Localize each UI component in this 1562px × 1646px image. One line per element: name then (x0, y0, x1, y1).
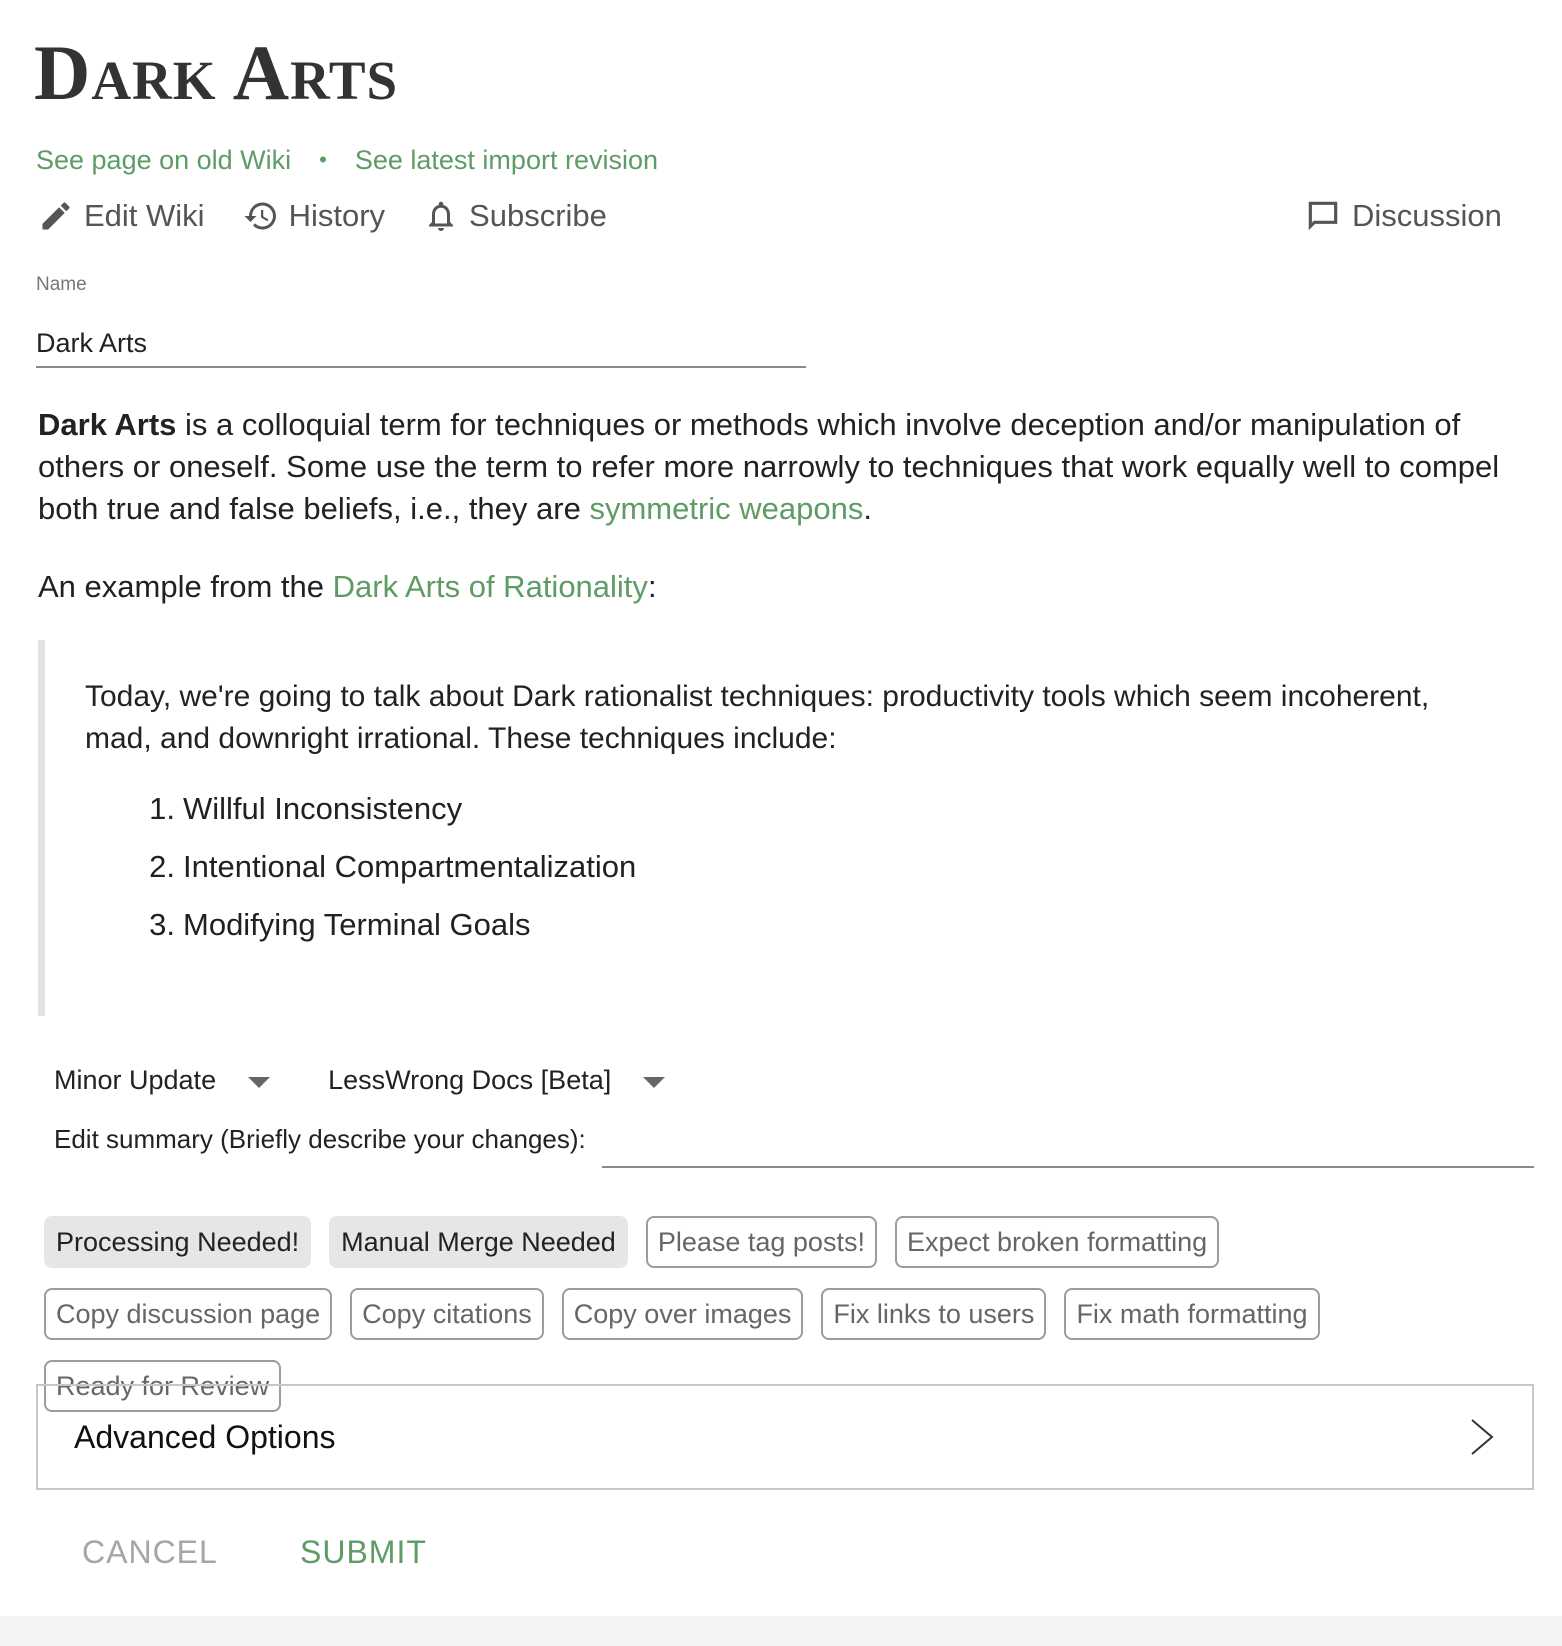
intro-text: is a colloquial term for techniques or methods which involve deception and/or manipulation of others or oneself. Some use the term to refer more narrowly to techniques that work equally well to compel both true and false beliefs, i.e., they are (38, 407, 1500, 526)
example-end: : (647, 569, 657, 604)
edit-wiki-label: Edit Wiki (84, 198, 205, 233)
editor-selects (54, 1058, 665, 1102)
quote-text: Today, we're going to talk about Dark rationalist techniques: productivity tools which seem incoherent, mad, and downright irrational. These techniques include: (85, 680, 1430, 755)
list-item (141, 904, 636, 962)
tag-fix-links-to-users[interactable]: Fix links to users (821, 1288, 1046, 1340)
edit-summary-input[interactable] (602, 1118, 1534, 1168)
tag-copy-citations[interactable]: Copy citations (350, 1288, 544, 1340)
tag-processing-needed[interactable]: Processing Needed! (44, 1216, 311, 1268)
blockquote (38, 640, 1478, 1016)
history-label: History (288, 198, 386, 233)
footer-band (0, 1616, 1562, 1646)
submit-button[interactable]: SUBMIT (300, 1534, 427, 1570)
advanced-options-label: Advanced Options (74, 1418, 336, 1455)
link-separator: • (319, 147, 327, 172)
edit-wiki-button[interactable] (38, 198, 205, 234)
import-revision-link[interactable]: See latest import revision (354, 144, 658, 175)
history-icon (243, 198, 279, 234)
list-number: 1. (149, 791, 175, 826)
term-bold: Dark Arts (38, 407, 177, 442)
name-input[interactable] (36, 310, 806, 368)
tag-copy-discussion-page[interactable]: Copy discussion page (44, 1288, 332, 1340)
chevron-right-icon (1466, 1417, 1496, 1457)
page-actions (38, 192, 645, 240)
list-item (141, 788, 636, 846)
old-wiki-link[interactable]: See page on old Wiki (36, 144, 292, 175)
name-label: Name (36, 274, 87, 295)
tag-manual-merge-needed[interactable]: Manual Merge Needed (329, 1216, 628, 1268)
tag-copy-over-images[interactable]: Copy over images (562, 1288, 804, 1340)
list-number: 2. (149, 849, 175, 884)
wiki-links (36, 142, 658, 178)
editor-type-select[interactable] (328, 1065, 665, 1096)
chevron-down-icon (643, 1077, 665, 1088)
history-button[interactable] (243, 198, 385, 234)
update-type-value: Minor Update (54, 1064, 217, 1095)
update-type-select[interactable] (54, 1065, 270, 1096)
tag-please-tag-posts[interactable]: Please tag posts! (646, 1216, 877, 1268)
intro-end: . (863, 491, 872, 526)
tag-list (44, 1216, 1514, 1412)
example-text: An example from the (38, 569, 333, 604)
subscribe-label: Subscribe (469, 198, 607, 233)
discussion-button[interactable] (1304, 192, 1502, 240)
list-text: Modifying Terminal Goals (183, 907, 531, 942)
edit-summary-label: Edit summary (Briefly describe your changes): (54, 1124, 586, 1154)
tag-ready-for-review[interactable]: Ready for Review (44, 1360, 281, 1412)
tag-expect-broken-formatting[interactable]: Expect broken formatting (895, 1216, 1219, 1268)
pencil-icon (38, 198, 74, 234)
editor-type-value: LessWrong Docs [Beta] (328, 1064, 612, 1095)
page-title: Dark Arts (34, 29, 399, 116)
advanced-options-toggle[interactable] (36, 1384, 1534, 1490)
example-paragraph (38, 566, 657, 608)
discussion-label: Discussion (1352, 198, 1502, 233)
chevron-down-icon (248, 1077, 270, 1088)
list-item (141, 846, 636, 904)
bell-icon (423, 198, 459, 234)
dark-arts-of-rationality-link[interactable]: Dark Arts of Rationality (332, 569, 648, 604)
list-number: 3. (149, 907, 175, 942)
intro-paragraph (38, 404, 1538, 530)
tag-fix-math-formatting[interactable]: Fix math formatting (1064, 1288, 1319, 1340)
subscribe-button[interactable] (423, 198, 607, 234)
list-text: Willful Inconsistency (183, 791, 463, 826)
symmetric-weapons-link[interactable]: symmetric weapons (589, 491, 864, 526)
quote-list (141, 788, 636, 962)
comment-icon (1304, 197, 1342, 235)
cancel-button[interactable]: CANCEL (82, 1534, 218, 1570)
list-text: Intentional Compartmentalization (183, 849, 637, 884)
